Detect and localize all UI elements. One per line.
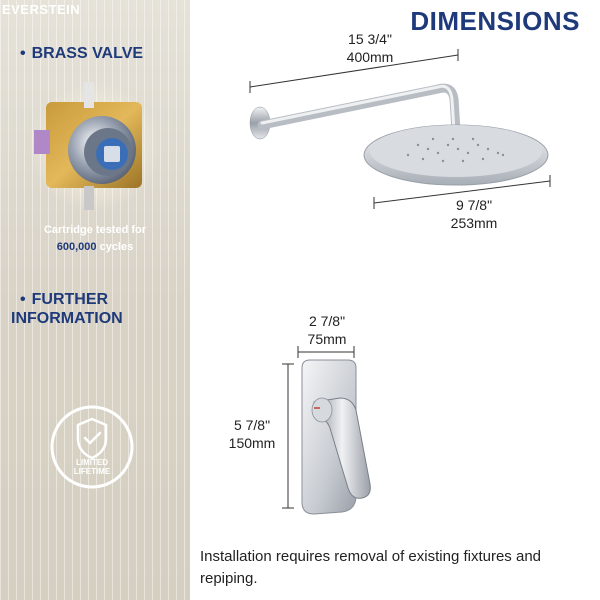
- caption-suffix: cycles: [99, 241, 134, 253]
- head-dimension-label: [438, 196, 510, 232]
- plate-width-imperial: 2 7/8": [308, 313, 346, 329]
- caption-number: 600,000: [56, 241, 97, 253]
- head-metric: 253mm: [450, 215, 498, 231]
- installation-note: Installation requires removal of existing fixtures and repiping.: [200, 548, 542, 587]
- caption-line2: [10, 239, 180, 256]
- arm-imperial: 15 3/4": [348, 31, 392, 47]
- head-imperial: 9 7/8": [455, 197, 493, 213]
- plate-width-metric: 75mm: [307, 331, 347, 347]
- cartridge-caption: [10, 222, 180, 256]
- further-info-heading: • FURTHER INFORMATION: [11, 291, 123, 327]
- caption-line1: Cartridge tested for: [43, 224, 147, 236]
- warranty-line2: LIFETIME: [73, 467, 111, 476]
- valve-photo: [28, 82, 160, 212]
- warranty-text: [50, 458, 134, 476]
- shower-arm-illustration: [238, 45, 568, 245]
- warranty-line1: LIMITED: [76, 458, 108, 467]
- left-panel: [0, 0, 190, 600]
- brass-valve-label: BRASS VALVE: [31, 45, 144, 62]
- arm-metric: 400mm: [346, 49, 394, 65]
- valve-trim-illustration: [222, 338, 382, 528]
- shield-check-icon: [50, 405, 134, 489]
- further-line1: FURTHER: [31, 291, 109, 308]
- further-line2: INFORMATION: [11, 310, 123, 327]
- page-title: DIMENSIONS: [410, 6, 580, 36]
- plate-height-metric: 150mm: [228, 435, 276, 451]
- brass-valve-heading: • BRASS VALVE: [20, 45, 144, 62]
- brand-logo: EVERSTEIN: [2, 2, 81, 17]
- plate-height-imperial: 5 7/8": [233, 417, 271, 433]
